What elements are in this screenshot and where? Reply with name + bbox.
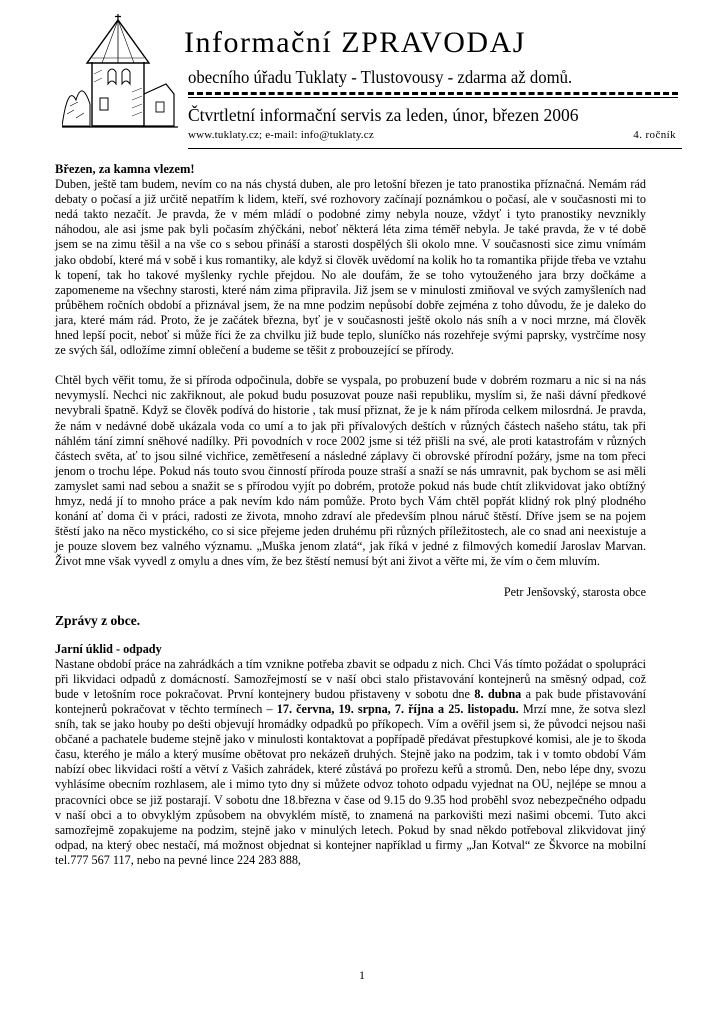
date-highlight: 8. dubna	[474, 686, 522, 701]
newsletter-tagline: Čtvrtletní informační servis za leden, únor, březen 2006	[188, 105, 579, 125]
header-bottom-rule	[188, 148, 682, 149]
subsection-paragraph	[55, 657, 646, 868]
article-paragraph-2: Chtěl bych věřit tomu, že si příroda odpočinula, dobře se vyspala, po probuzení bude v dobrém rozmaru a nic si na nás nevymyslí. Nechci nic zakřiknout, ale pokud budu posuzovat pouze naši republiku, myslím si, že naši dávní předkové nevybrali špatně. Když se člověk podívá do historie , tak musí přiznat, že je k nám příroda celkem milosrdná. Je pravda, že nám v nedávné době ukázala voda co umí a to jak při přívalových deštích v různých částech našeho státu, tak při náhlém tání zimní sněhové nadílky. Při povodních v roce 2002 jsme si též přišli na své, ale proti katastrofám v různých částech světa, ať to jsou silné vichřice, zemětřesení a následné záplavy či obrovské přírodní požáry, jsme na tom přeci jenom o trochu lépe. Pokud nás touto svou činností příroda pouze straší a snaží se nás umravnit, pak bychom se asi měli zamyslet sami nad sebou a snažit se s přírodou vyjít po dobrém, protože pokud nás bude chtít zlikvidovat jako obtížný hmyz, nedá jí to mnoho práce a pak nevím kdo nám pomůže. Proto bych Vám chtěl popřát klidný rok plný plodného konání ať doma či v práci, radosti ze života, mnoho zdraví ale především plnou náruč štěstí. Dříve jsem se na pojem štěstí jako na něco mystického, co si sice přejeme jeden druhému při různých příležitostech, ale co snad ani neexistuje a je pouze slovem bez valného významu. „Muška jenom zlatá“, jak říká v jedné z filmových komedií Jaroslav Marvan. Život mne však vyvedl z omylu a dnes vím, že bez štěstí nemusí být ani život a věřte mi, že vím o čem mluvím.	[55, 373, 646, 569]
article-paragraph-1: Duben, ještě tam budem, nevím co na nás chystá duben, ale pro letošní březen je tato pranostika příznačná. Nemám rád debaty o počasí a již určitě nepatřím k lidem, kteří, své rozhovory začínají poznámkou o počasí, ale v současnosti mi to nedá takto nezačít. Je pravda, že v mém mládí o podobné zimy nebyla nouze, vždyť i tyto pranostiky nevznikly náhodou, ale asi jsme pak byli počasím zhýčkáni, neboť některá léta zima téměř nebyla. Je také pravda, že v té době jsem se na zimu těšil a na vše co s sebou přináší a starosti dospělých šli okolo mne. V současnosti sice zimu vnímám jako období, které má v sobě i kus romantiky, ale když si člověk uvědomí na kolik ho ta romantika přijde třeba ve vztahu k topení, tak ho takové myšlenky rychle přejdou. No ale doufám, že se toho vytouženého jara brzy dočkáme a zapomeneme na všechny starosti, které nám zima připravila. Již jsem se v minulosti zmiňoval ve svých zamyšleních nad průběhem ročních období a přiznával jsem, že na mne podzim nepůsobí dobře zejména z toho důvodu, že je daleko do jara, které mám rád. Proto, že je začátek března, byť je v současnosti ještě okolo nás sníh a v noci mrzne, má člověk hned lepší pocit, neboť si může říci že za chvilku již bude teplo, sluníčko nás rozehřeje svými paprsky, vystrčíme nosy ze svých šál, odložíme zimní oblečení a budeme se těšit z probouzející se přírody.	[55, 177, 646, 358]
dates-highlight: 17. června, 19. srpna, 7. října a 25. listopadu.	[276, 702, 519, 716]
header-divider-thin	[188, 97, 678, 98]
newsletter-title: Informační ZPRAVODAJ	[184, 26, 526, 59]
text-run: a pak bude přistavování kontejnerů pokračovat v těchto termínech –	[55, 686, 646, 716]
newsletter-header	[62, 12, 682, 142]
header-divider	[188, 92, 678, 95]
page-content	[55, 162, 646, 868]
article-title: Březen, za kamna vlezem!	[55, 162, 195, 176]
text-run: Nastane období práce na zahrádkách a tím vznikne potřeba zbavit se odpadu z nich. Chci Vás tímto požádat o spolupráci při likvidaci odpadů z domácností. Samozřejmostí se v naší obci stalo přistavování kontejnerů na směsný odpad, což bude v letošním roce pokračovat. První kontejnery budou přistaveny v sobotu dne	[55, 656, 646, 701]
volume-label: 4. ročník	[633, 129, 676, 141]
text-run: Mrzí mne, že sotva slezl sníh, tak se jako houby po dešti objevují hromádky odpadků po příkopech. Vím a ověřil jsem si, že původci nejsou naši občané a pachatele budeme stejně jako v minulosti kontaktovat a popřípadě předávat přestupkové komisi, ale je to škoda času, kterého je málo a který musíme obětovat pro nekázeň druhých. Stejně jako na podzim, tak i v tomto období Vám nabízí obec likvidaci roští a větví z Vašich zahrádek, které zůstává po prořezu keřů a stromů. Den, nebo lépe dny, svozu vyhlásíme obecním rozhlasem, ale i mimo tyto dny si můžete odvoz tohoto odpadu vyjednat na OU, nejlépe se mnou a pracovníci obce se již postarají. V sobotu dne 18.března v čase od 9.15 do 9.35 hod proběhl svoz nebezpečného odpadu v naší obci a to obvyklým způsobem na obvyklém místě, to znamená na parkovišti mezi našimi obcemi. Tuto akci samozřejmě zopakujeme na podzim, stejně jako v minulých letech. Pokud by snad někdo potřeboval zlikvidovat jiný odpad, na který obec nestačí, má možnost objednat si kontejner například u firmy „Jan Kotval“ ze Škvorce na mobilní tel.777 567 117, nebo na pevné lince 224 283 888,	[55, 702, 646, 867]
page-number: 1	[359, 968, 365, 982]
church-tower-icon	[62, 14, 178, 134]
article-signature: Petr Jenšovský, starosta obce	[503, 585, 646, 600]
subsection-title: Jarní úklid - odpady	[55, 641, 162, 656]
newsletter-subtitle: obecního úřadu Tuklaty - Tlustovousy - zdarma až domů.	[188, 67, 573, 87]
contact-line: www.tuklaty.cz; e-mail: info@tuklaty.cz	[188, 129, 374, 141]
section-title: Zprávy z obce.	[55, 612, 141, 628]
